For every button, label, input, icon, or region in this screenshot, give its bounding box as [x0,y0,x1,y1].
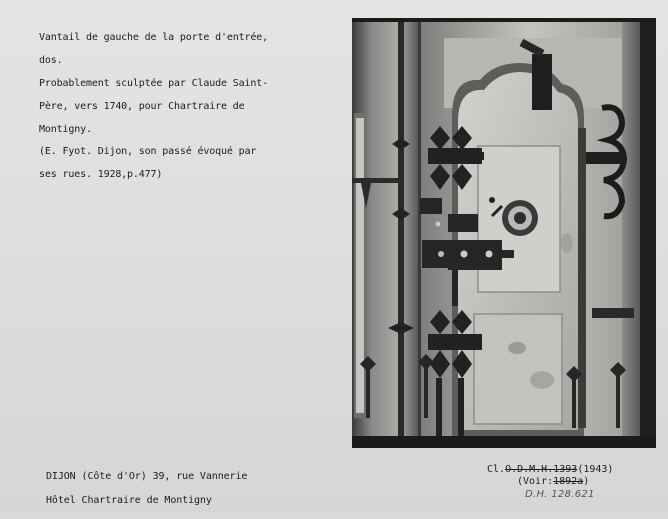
location-text [46,459,247,519]
location-line: Hôtel Chartraire de Montigny [46,495,212,506]
classification-prefix: Cl. [487,464,506,475]
door-photo [352,18,656,448]
caption-text [39,21,339,192]
location-line: DIJON (Côte d'Or) 39, rue Vannerie [46,471,248,482]
caption-line: ses rues. 1928,p.477) [39,169,163,181]
voir-text [517,476,589,488]
caption-line: (E. Fyot. Dijon, son passé évoqué par [39,146,257,158]
caption-line: Montigny. [39,123,92,135]
voir-open: (Voir: [517,476,554,487]
classification-struck: O.D.M.H.1393 [505,464,578,475]
voir-struck: 1892a [553,476,584,487]
voir-close: ) [583,476,590,487]
handwritten-reference: D.H. 128.621 [525,489,595,500]
caption-line: dos. [39,55,63,67]
caption-line: Vantail de gauche de la porte d'entrée, [39,32,268,44]
caption-line: Probablement sculptée par Claude Saint- [39,78,268,90]
door-photo-image [352,18,656,448]
caption-line: Père, vers 1740, pour Chartraire de [39,100,245,112]
classification-year: (1943) [577,464,614,475]
classification-text [487,464,613,476]
